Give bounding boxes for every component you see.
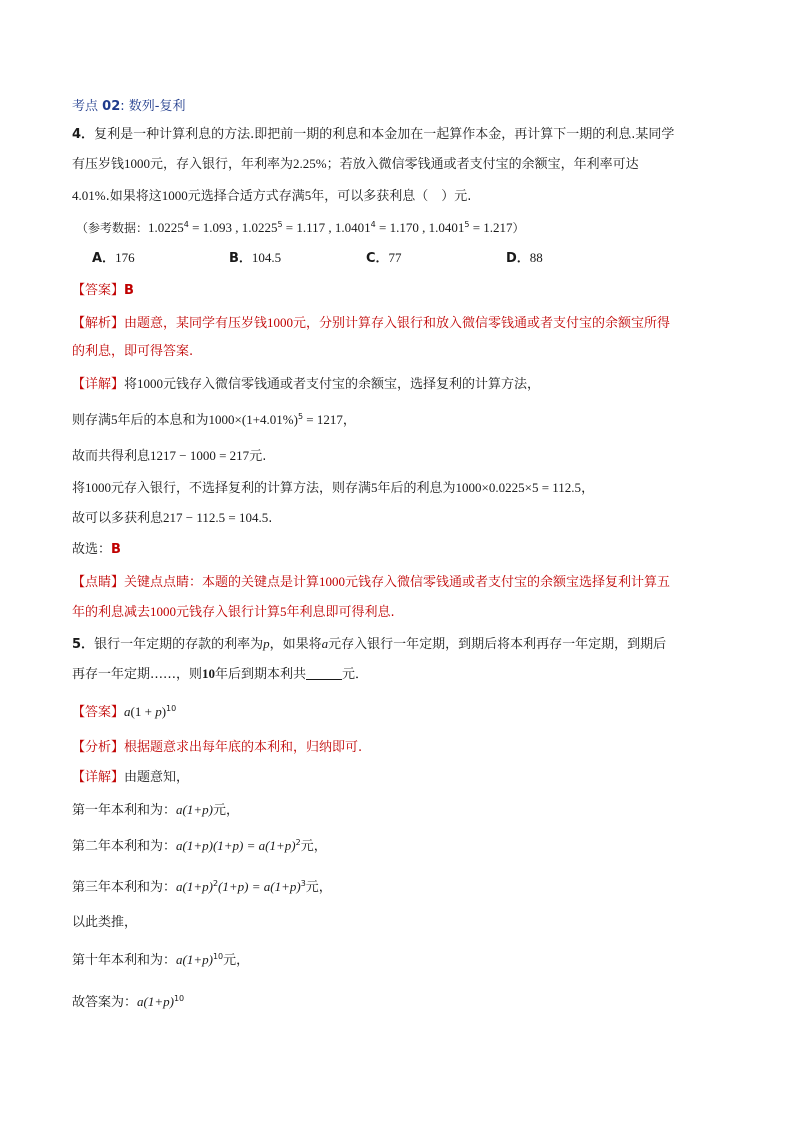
q4-analysis-line-1: 【解析】由题意，某同学有压岁钱1000元，分别计算存入银行和放入微信零钱通或者支付宝的余额宝所得 (72, 315, 671, 331)
q5-analysis: 【分析】根据题意求出每年底的本利和，归纳即可. (72, 740, 363, 755)
q4-detail-line-1: 【详解】将1000元钱存入微信零钱通或者支付宝的余额宝，选择复利的计算方法， (72, 376, 541, 392)
q5-year-1: 第一年本利和为：a(1+p)元， (72, 802, 239, 818)
q5-year-3: 第三年本利和为：$a(1+p)^2(1+p) = a(1+p)^3$元， (72, 879, 332, 895)
q5-final: 故答案为：$a(1+p)^{10}$ (72, 994, 185, 1010)
q4-line-1: 4．复利是一种计算利息的方法.即把前一期的利息和本金加在一起算作本金，再计算下一期的利息.某同学 (72, 127, 675, 142)
option-b: B．104.5 (229, 250, 282, 266)
section-title: 数列-复利 (128, 99, 186, 114)
q5-induct: 以此类推， (72, 915, 138, 930)
option-a: A．176 (92, 250, 135, 266)
q4-options (92, 249, 543, 268)
q4-tip-line-1: 【点睛】关键点点睛：本题的关键点是计算1000元钱存入微信零钱通或者支付宝的余额宝选择复利计算五 (72, 574, 671, 590)
section-number: 02 (102, 99, 121, 114)
q4-tip-line-2: 年的利息减去1000元钱存入银行计算5年利息即可得利息. (72, 604, 395, 620)
q5-year-10: 第十年本利和为：$a(1+p)^{10}$元， (72, 952, 250, 968)
answer-blank (306, 667, 342, 680)
q4-detail-line-5: 故可以多获利息217 − 112.5 = 104.5. (72, 510, 273, 526)
q4-detail-line-4: 将1000元存入银行，不选择复利的计算方法，则存满5年后的利息为1000×0.0225×5 = 112.5， (72, 480, 595, 496)
q4-analysis-line-2: 的利息，即可得答案. (72, 344, 194, 359)
q4-detail-line-3: 故而共得利息1217 − 1000 = 217元. (72, 448, 267, 464)
q4-line-3: 4.01%.如果将这1000元选择合适方式存满5年，可以多获利息（ ）元. (72, 188, 472, 204)
q5-detail: 【详解】由题意知， (72, 770, 190, 785)
q5-line-1: 5．银行一年定期的存款的利率为p，如果将a元存入银行一年定期，到期后将本利再存一年定期，到期后 (72, 636, 667, 652)
section-label: 考点 (72, 99, 99, 114)
q4-line-2: 有压岁钱1000元，存入银行，年利率为2.25%；若放入微信零钱通或者支付宝的余额宝，年利率可达 (72, 156, 639, 172)
q5-line-2: 再存一年定期……，则10年后到期本利共 元． (72, 666, 369, 682)
option-d: D．88 (506, 250, 543, 266)
q4-detail-line-2: 则存满5年后的本息和为$1000\times(1+4.01\%)^5 = 1217$， (72, 412, 356, 428)
q4-answer: 【答案】B (72, 283, 134, 298)
q5-year-2: 第二年本利和为：$a(1+p)(1+p) = a(1+p)^2$元， (72, 838, 327, 854)
q5-answer: 【答案】$a(1 + p)^{10}$ (72, 704, 177, 720)
q4-reference-data: （参考数据：$1.0225^4 = 1.093$ , $1.0225^5 = 1.117$ , $1.0401^4 = 1.170$ , $1.0401^5 = 1.217$） (76, 220, 525, 235)
section-heading: 考点 02: 数列-复利 (72, 99, 186, 114)
option-c: C．77 (366, 250, 402, 266)
q4-choose: 故选：B (72, 542, 121, 557)
